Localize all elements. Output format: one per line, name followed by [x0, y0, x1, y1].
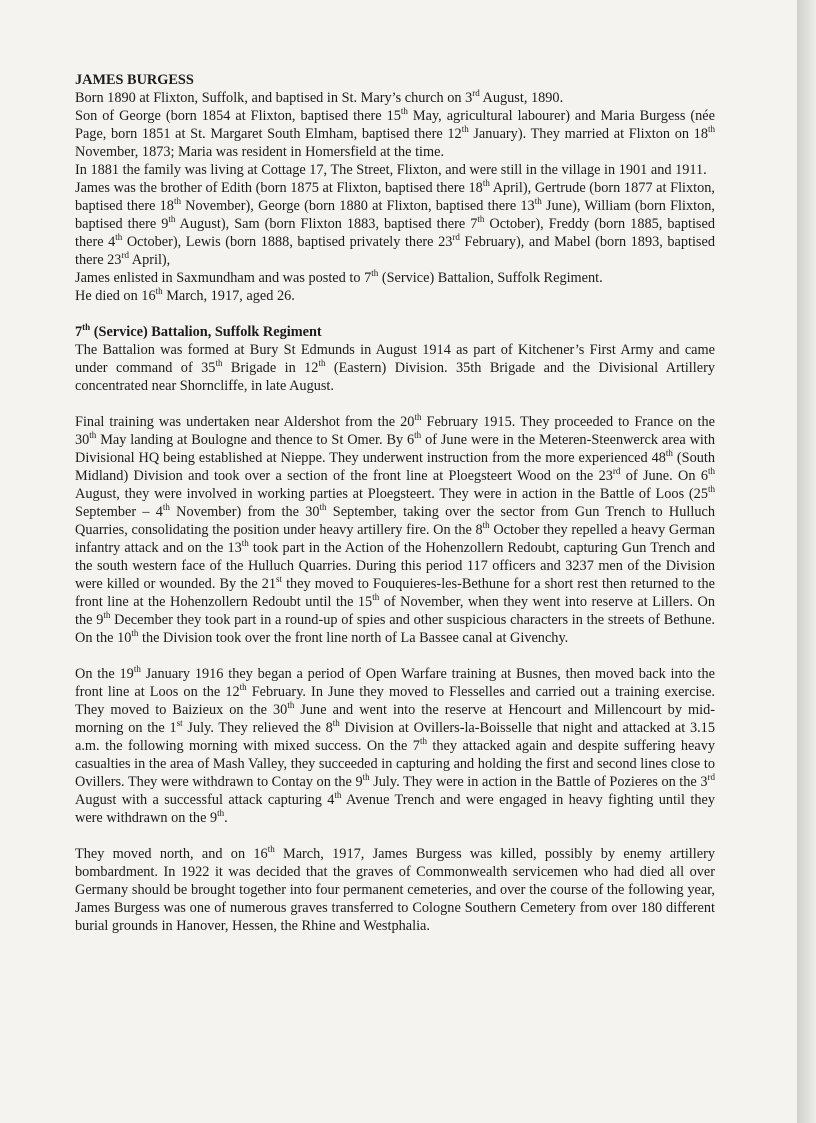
ordinal-suffix: th: [89, 430, 97, 441]
ordinal-suffix: th: [708, 466, 716, 477]
ordinal-suffix: th: [162, 502, 170, 513]
ordinal-suffix: th: [419, 736, 427, 747]
ordinal-suffix: th: [372, 592, 380, 603]
bio-line: He died on 16th March, 1917, aged 26.: [75, 286, 295, 304]
document-title: JAMES BURGESS: [75, 72, 194, 88]
ordinal-suffix: th: [665, 448, 673, 459]
ordinal-suffix: rd: [707, 772, 716, 783]
ordinal-suffix: th: [155, 286, 163, 297]
ordinal-suffix: th: [707, 484, 715, 495]
ordinal-suffix: th: [82, 322, 91, 333]
ordinal-suffix: th: [173, 196, 181, 207]
ordinal-suffix: th: [461, 124, 469, 135]
paragraph: The Battalion was formed at Bury St Edmunds in August 1914 as part of Kitchener’s First Army and came under command of 35th Brigade in 12th (Eastern) Division. 35th Brigade and the Divisional Artillery concentrated near Shorncliffe, in late August.: [75, 342, 715, 394]
paragraph: They moved north, and on 16th March, 1917, James Burgess was killed, possibly by enemy artillery bombardment. In 1922 it was decided that the graves of Commonwealth servicemen who had died all over Germany should be brought together into four permanent cemeteries, and over the course of the following year, James Burgess was one of numerous graves transferred to Cologne Southern Cemetery from over 180 different burial grounds in Hanover, Hessen, the Rhine and Westphalia.: [75, 844, 715, 934]
spacer: [75, 647, 715, 665]
spacer: [75, 395, 715, 413]
bio-line: In 1881 the family was living at Cottage 17, The Street, Flixton, and were still in the village in 1901 and 1911.: [75, 162, 707, 178]
ordinal-suffix: rd: [612, 466, 621, 477]
ordinal-suffix: th: [217, 808, 225, 819]
ordinal-suffix: th: [115, 232, 123, 243]
ordinal-suffix: th: [534, 196, 542, 207]
spacer: [75, 827, 715, 845]
ordinal-suffix: th: [400, 106, 408, 117]
ordinal-suffix: th: [334, 790, 342, 801]
ordinal-suffix: th: [133, 664, 141, 675]
ordinal-suffix: rd: [472, 88, 480, 99]
bio-line: James was the brother of Edith (born 1875 at Flixton, baptised there 18th April), Gertrude (born 1877 at Flixton, baptised there 18th November), George (born 1880 at Flixton, baptised there 13th June), William (born Flixton, baptised there 9th August), Sam (born Flixton 1883, baptised there 7th October), Freddy (born 1885, baptised there 4th October), Lewis (born 1888, baptised privately there 23rd February), and Mabel (born 1893, baptised there 23rd April),: [75, 178, 716, 268]
ordinal-suffix: rd: [452, 232, 460, 243]
section-heading: 7th (Service) Battalion, Suffolk Regiment: [75, 322, 322, 340]
ordinal-suffix: th: [318, 358, 326, 369]
ordinal-suffix: th: [131, 628, 139, 639]
paragraph: Final training was undertaken near Aldershot from the 20th February 1915. They proceeded to France on the 30th May landing at Boulogne and thence to St Omer. By 6th of June were in the Meteren-Steenwerck area with Divisional HQ being established at Nieppe. They underwent instruction from the more experienced 48th (South Midland) Division and took over a section of the front line at Ploegsteert Wood on the 23rd of June. On 6th August, they were involved in working parties at Ploegsteert. They were in action in the Battle of Loos (25th September – 4th November) from the 30th September, taking over the sector from Gun Trench to Hulluch Quarries, consolidating the position under heavy artillery fire. On the 8th October they repelled a heavy German infantry attack and on the 13th took part in the Action of the Hohenzollern Redoubt, capturing Gun Trench and the south western face of the Hulluch Quarries. During this period 117 officers and 3237 men of the Division were killed or wounded. By the 21st they moved to Fouquieres-les-Bethune for a short rest then returned to the front line at the Hohenzollern Redoubt until the 15th of November, when they went into reserve at Lillers. On the 9th December they took part in a round-up of spies and other suspicious characters in the streets of Bethune. On the 10th the Division took over the front line north of La Bassee canal at Givenchy.: [75, 412, 716, 646]
ordinal-suffix: th: [332, 718, 340, 729]
ordinal-suffix: th: [362, 772, 370, 783]
spacer: [75, 305, 715, 323]
page-edge: [797, 0, 816, 1123]
ordinal-suffix: th: [287, 700, 295, 711]
ordinal-suffix: rd: [121, 250, 129, 261]
ordinal-suffix: st: [176, 718, 183, 729]
ordinal-suffix: th: [477, 214, 485, 225]
bio-line: Born 1890 at Flixton, Suffolk, and baptised in St. Mary’s church on 3rd August, 1890.: [75, 88, 564, 106]
ordinal-suffix: th: [215, 358, 223, 369]
ordinal-suffix: th: [103, 610, 111, 621]
ordinal-suffix: th: [168, 214, 176, 225]
ordinal-suffix: th: [414, 412, 422, 423]
ordinal-suffix: th: [482, 520, 490, 531]
paragraph: On the 19th January 1916 they began a period of Open Warfare training at Busnes, then moved back into the front line at Loos on the 12th February. In June they moved to Flesselles and carried out a training exercise. They moved to Baizieux on the 30th June and went into the reserve at Hencourt and Millencourt by mid-morning on the 1st July. They relieved the 8th Division at Ovillers-la-Boisselle that night and attacked at 3.15 a.m. the following morning with mixed success. On the 7th they attacked again and despite suffering heavy casualties in the area of Mash Valley, they succeeded in capturing and holding the first and second lines close to Ovillers. They were withdrawn to Contay on the 9th July. They were in action in the Battle of Pozieres on the 3rd August with a successful attack capturing 4th Avenue Trench and were engaged in heavy fighting until they were withdrawn on the 9th.: [75, 664, 716, 826]
ordinal-suffix: th: [239, 682, 247, 693]
document-body: [75, 71, 715, 935]
ordinal-suffix: th: [267, 844, 275, 855]
ordinal-suffix: th: [707, 124, 715, 135]
ordinal-suffix: th: [319, 502, 327, 513]
ordinal-suffix: th: [371, 268, 379, 279]
ordinal-suffix: th: [414, 430, 422, 441]
ordinal-suffix: st: [276, 574, 283, 585]
bio-line: Son of George (born 1854 at Flixton, baptised there 15th May, agricultural labourer) and Maria Burgess (née Page, born 1851 at St. Margaret South Elmham, baptised there 12th January). They married at Flixton on 18th November, 1873; Maria was resident in Homersfield at the time.: [75, 106, 715, 160]
ordinal-suffix: th: [482, 178, 490, 189]
ordinal-suffix: th: [241, 538, 249, 549]
bio-line: James enlisted in Saxmundham and was posted to 7th (Service) Battalion, Suffolk Regiment.: [75, 268, 603, 286]
